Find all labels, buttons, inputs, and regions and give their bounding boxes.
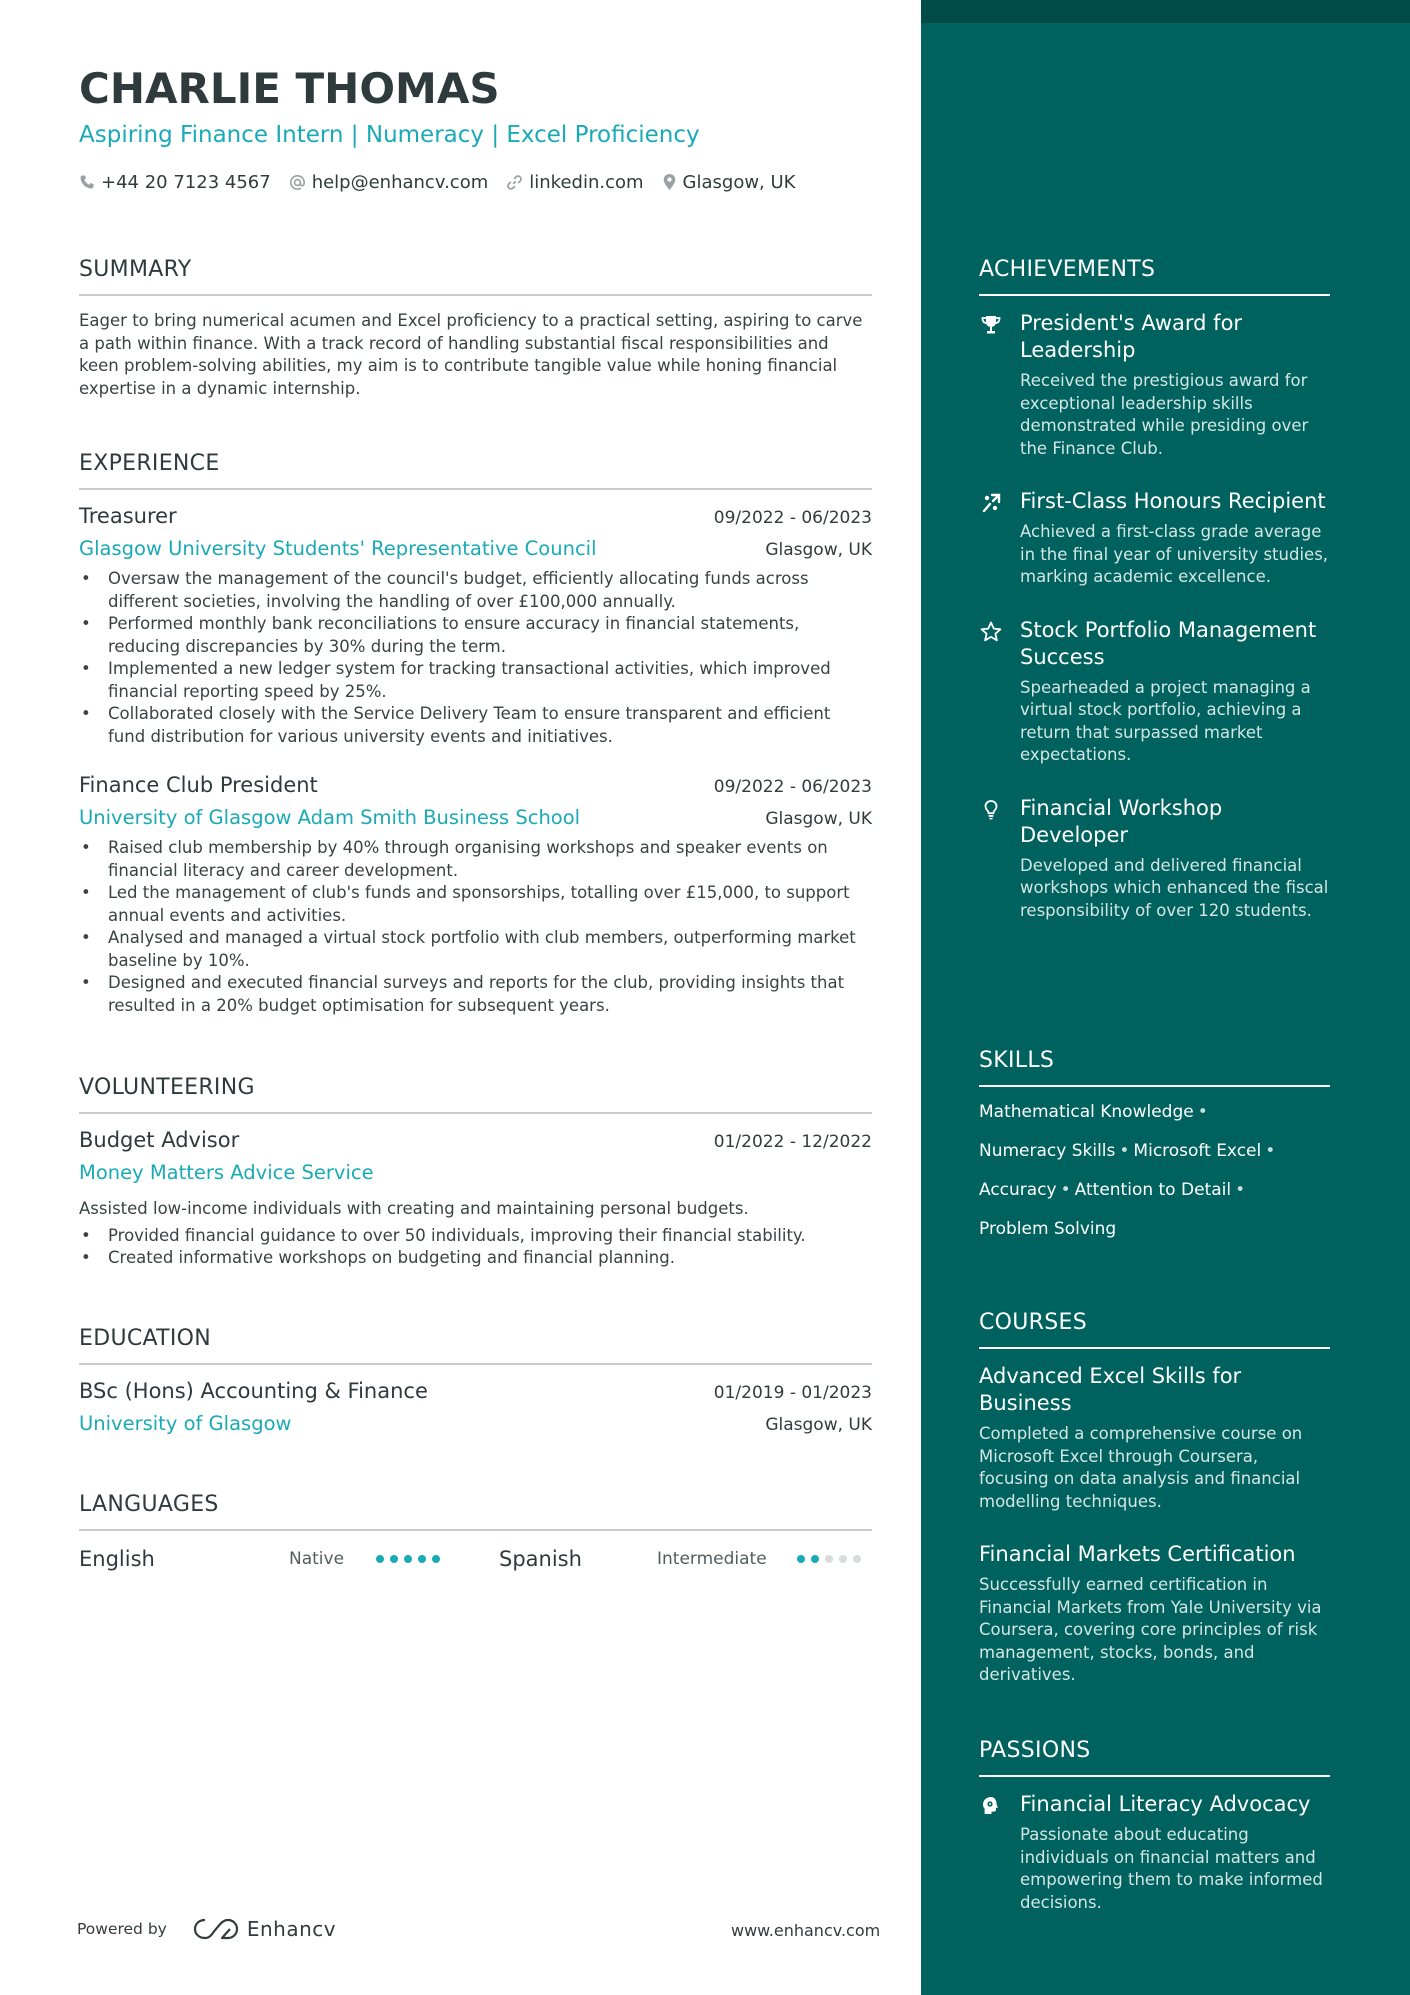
language-name: Spanish (499, 1547, 582, 1571)
bullet-item: • Created informative workshops on budgeting and financial planning. (79, 1247, 872, 1270)
skills-list: Mathematical Knowledge • Numeracy Skills • Microsoft Excel • Accuracy • Attention to Detail • Problem Solving (979, 1102, 1276, 1239)
contact-bar (79, 168, 813, 196)
brand-logo[interactable] (193, 1916, 336, 1942)
languages-row (79, 1545, 872, 1573)
enhancv-logo-icon (193, 1916, 239, 1942)
entry-location: Glasgow, UK (765, 809, 872, 829)
school: University of Glasgow (79, 1412, 292, 1435)
location-pin-icon (662, 173, 677, 191)
rating-dot-filled (432, 1555, 440, 1563)
brand-name: Enhancv (246, 1917, 337, 1941)
passion-item (979, 1791, 1330, 1914)
bullet-item: • Implemented a new ledger system for tracking transactional activities, which improved financial reporting speed by 25%. (79, 658, 872, 703)
candidate-name: CHARLIE THOMAS (79, 64, 500, 113)
languages-section (79, 1492, 872, 1573)
rating-dot-filled (811, 1555, 819, 1563)
rating-dot-filled (797, 1555, 805, 1563)
rating-dot-filled (390, 1555, 398, 1563)
course-item (979, 1363, 1330, 1513)
headline: Aspiring Finance Intern | Numeracy | Excel Proficiency (79, 122, 700, 148)
bullet-list (79, 837, 872, 1017)
powered-by-text: Powered by (77, 1920, 167, 1938)
course-title: Financial Markets Certification (979, 1542, 1296, 1566)
skill-item: Microsoft Excel (1133, 1141, 1262, 1161)
section-title: PASSIONS (979, 1738, 1330, 1777)
contact-email[interactable] (289, 172, 489, 193)
sidebar (921, 0, 1410, 1995)
section-title: VOLUNTEERING (79, 1075, 872, 1114)
volunteer-role: Budget Advisor (79, 1128, 240, 1152)
location-text: Glasgow, UK (682, 171, 796, 193)
section-title: SUMMARY (79, 257, 872, 296)
achievement-title: Financial Workshop Developer (1020, 795, 1223, 847)
skill-item: Attention to Detail (1074, 1180, 1232, 1200)
achievement-title: First-Class Honours Recipient (1020, 489, 1326, 513)
brain-icon (979, 1794, 1003, 1818)
sidebar-top-bar (921, 0, 1410, 23)
job-title: Finance Club President (79, 773, 318, 797)
achievement-item (979, 310, 1330, 460)
achievement-item (979, 795, 1330, 923)
rating-dot-empty (839, 1555, 847, 1563)
achievement-item (979, 617, 1330, 767)
contact-link[interactable] (506, 172, 643, 193)
bullet-item: • Led the management of club's funds and sponsorships, totalling over £15,000, to support annual events and activities. (79, 882, 872, 927)
job-title: Treasurer (79, 504, 177, 528)
rating-dot-filled (404, 1555, 412, 1563)
at-icon (289, 174, 306, 191)
course-item (979, 1541, 1330, 1687)
achievement-title: Stock Portfolio Management Success (1020, 617, 1317, 669)
section-title: ACHIEVEMENTS (979, 257, 1330, 296)
contact-location (662, 172, 796, 193)
achievement-description: Developed and delivered financial workshops which enhanced the fiscal responsibility of over 120 students. (1020, 855, 1329, 920)
course-title: Advanced Excel Skills for Business (979, 1364, 1242, 1415)
language-level: Intermediate (657, 1549, 767, 1569)
education-section (79, 1326, 872, 1435)
degree: BSc (Hons) Accounting & Finance (79, 1379, 428, 1403)
language-level: Native (289, 1549, 345, 1569)
bullet-item: • Provided financial guidance to over 50 individuals, improving their financial stability. (79, 1225, 872, 1248)
footer-url[interactable]: www.enhancv.com (731, 1921, 881, 1940)
link-icon (506, 174, 523, 191)
link-text[interactable]: linkedin.com (529, 171, 644, 193)
organization: Glasgow University Students' Representative Council (79, 537, 597, 560)
skills-section (979, 1048, 1330, 1249)
course-description: Successfully earned certification in Financial Markets from Yale University via Coursera, covering core principles of risk management, stocks, bonds, and derivatives. (979, 1575, 1322, 1684)
bullet-item: • Designed and executed financial surveys and reports for the club, providing insights that resulted in a 20% budget optimisation for subsequent years. (79, 972, 872, 1017)
date-range: 09/2022 - 06/2023 (713, 777, 872, 797)
date-range: 09/2022 - 06/2023 (713, 508, 872, 528)
rating-dot-empty (853, 1555, 861, 1563)
rating-dot-filled (376, 1555, 384, 1563)
skill-item: Accuracy (979, 1180, 1057, 1200)
lightbulb-icon (979, 798, 1003, 822)
trophy-icon (979, 313, 1003, 337)
passion-title: Financial Literacy Advocacy (1020, 1792, 1311, 1816)
language-name: English (79, 1547, 155, 1571)
passion-description: Passionate about educating individuals on financial matters and empowering them to make informed decisions. (1020, 1825, 1323, 1912)
bullet-item: • Raised club membership by 40% through organising workshops and speaker events on financial literacy and career development. (79, 837, 872, 882)
phone-text: +44 20 7123 4567 (101, 171, 271, 193)
bullet-item: • Performed monthly bank reconciliations to ensure accuracy in financial statements, reducing discrepancies by 30% during the term. (79, 613, 872, 658)
footer-powered (77, 1916, 336, 1942)
section-title: EXPERIENCE (79, 451, 872, 490)
achievement-description: Achieved a first-class grade average in the final year of university studies, marking academic excellence. (1020, 522, 1329, 586)
entry-location: Glasgow, UK (765, 1415, 872, 1435)
organization: Money Matters Advice Service (79, 1161, 374, 1184)
bullet-item: • Collaborated closely with the Service Delivery Team to ensure transparent and efficient fund distribution for various university events and initiatives. (79, 703, 872, 748)
contact-phone (79, 172, 271, 193)
date-range: 01/2019 - 01/2023 (713, 1383, 872, 1403)
achievement-title: President's Award for Leadership (1020, 311, 1243, 362)
section-title: SKILLS (979, 1048, 1330, 1087)
section-title: EDUCATION (79, 1326, 872, 1365)
experience-section (79, 451, 872, 1017)
achievement-description: Received the prestigious award for exceptional leadership skills demonstrated while presiding over the Finance Club. (1020, 371, 1309, 458)
email-text[interactable]: help@enhancv.com (311, 171, 489, 193)
language-rating (376, 1555, 499, 1563)
summary-text: Eager to bring numerical acumen and Excel proficiency to a practical setting, aspiring to carve a path within finance. With a track record of handling substantial fiscal responsibilities and keen problem-solving abilities, my aim is to contribute tangible value while honing financial expertise in a dynamic internship. (79, 311, 863, 398)
passions-section (979, 1738, 1330, 1914)
experience-entry (79, 773, 872, 1017)
achievement-description: Spearheaded a project managing a virtual stock portfolio, achieving a return that surpassed market expectations. (1020, 677, 1311, 764)
skill-item: Numeracy Skills (979, 1141, 1116, 1161)
volunteering-entry (79, 1128, 872, 1270)
bullet-list (79, 1225, 872, 1270)
summary-section (79, 257, 872, 400)
skill-item: Problem Solving (979, 1219, 1117, 1239)
bullet-item: • Analysed and managed a virtual stock portfolio with club members, outperforming market baseline by 10%. (79, 927, 872, 972)
star-icon (979, 620, 1003, 644)
language-rating (797, 1555, 867, 1563)
volunteering-section (79, 1075, 872, 1270)
courses-section (979, 1310, 1330, 1687)
education-entry (79, 1379, 872, 1435)
course-description: Completed a comprehensive course on Microsoft Excel through Coursera, focusing on data analysis and financial modelling techniques. (979, 1424, 1303, 1511)
bullet-list (79, 568, 872, 748)
organization: University of Glasgow Adam Smith Business School (79, 806, 581, 829)
volunteer-description: Assisted low-income individuals with creating and maintaining personal budgets. (79, 1199, 749, 1218)
rating-dot-empty (825, 1555, 833, 1563)
graduation-icon (979, 491, 1003, 515)
experience-entry (79, 504, 872, 748)
section-title: COURSES (979, 1310, 1330, 1349)
date-range: 01/2022 - 12/2022 (713, 1132, 872, 1152)
phone-icon (79, 174, 95, 190)
rating-dot-filled (418, 1555, 426, 1563)
bullet-item: • Oversaw the management of the council's budget, efficiently allocating funds across different societies, involving the handling of over £100,000 annually. (79, 568, 872, 613)
section-title: LANGUAGES (79, 1492, 872, 1531)
achievements-section (979, 257, 1330, 922)
skill-item: Mathematical Knowledge (979, 1102, 1194, 1122)
achievement-item (979, 488, 1330, 589)
entry-location: Glasgow, UK (765, 540, 872, 560)
